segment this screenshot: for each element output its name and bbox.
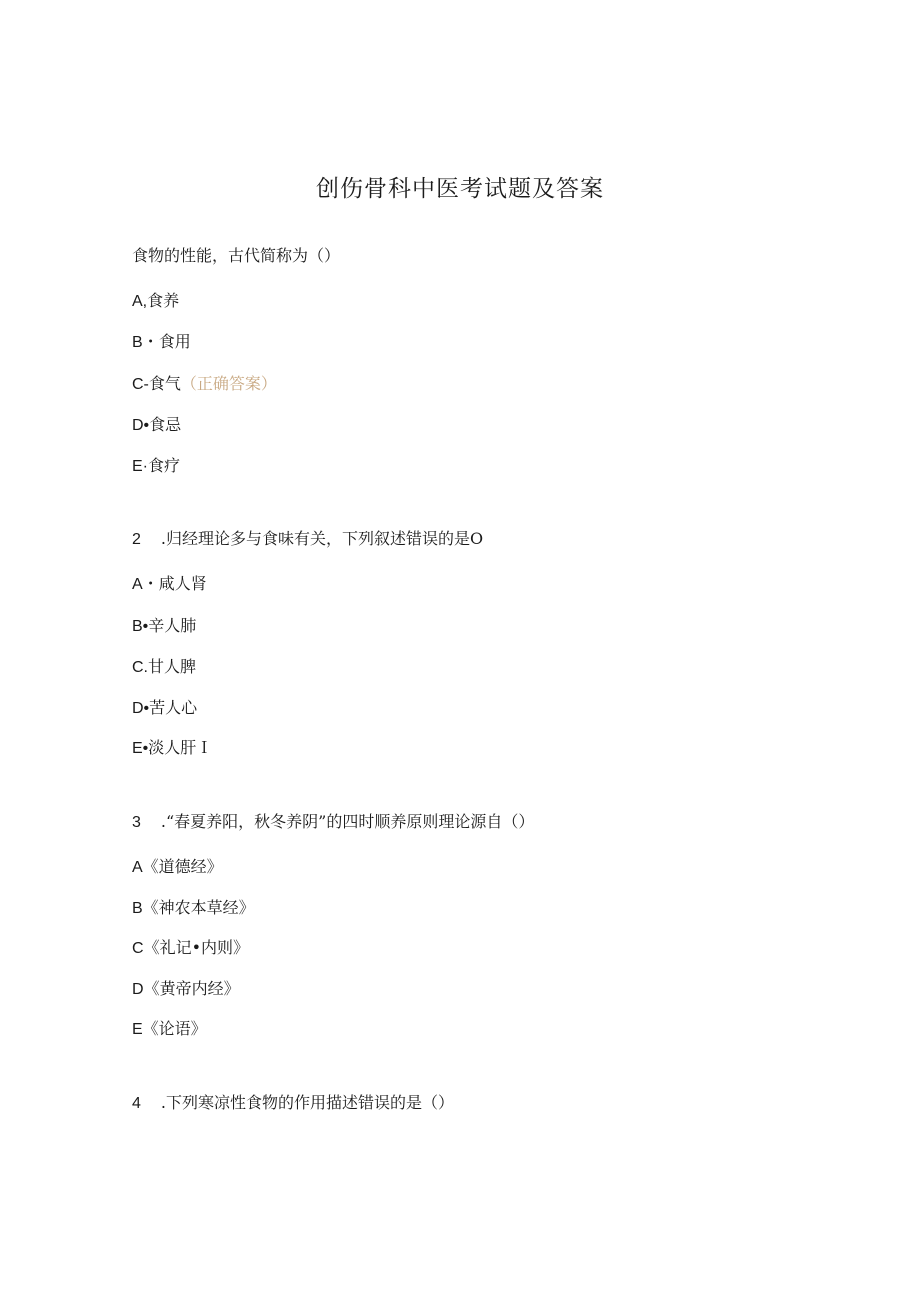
option-mark: A,	[132, 293, 148, 310]
option-text: 食疗	[148, 456, 181, 475]
question-2-stem	[132, 529, 483, 550]
option-mark: C	[132, 940, 144, 957]
option-mark: C.	[132, 659, 148, 676]
option-mark: D	[132, 981, 144, 998]
option-text: 《黄帝内经》	[143, 979, 240, 998]
option-text: 甘人脾	[148, 657, 197, 676]
option-text: 食用	[158, 332, 191, 351]
option-3d	[132, 979, 240, 1000]
option-2b	[132, 616, 196, 637]
question-number: 3	[132, 814, 141, 831]
option-1c	[132, 374, 277, 395]
option-mark: A	[132, 859, 143, 876]
option-mark: B•	[132, 618, 149, 635]
option-1a	[132, 291, 179, 312]
question-number: 2	[132, 531, 141, 548]
option-2e	[132, 738, 212, 759]
option-text: 《礼记•内则》	[143, 938, 250, 957]
question-stem-text: 食物的性能，古代简称为（）	[132, 246, 341, 265]
option-mark: C-	[132, 376, 149, 393]
document-title: 创伤骨科中医考试题及答案	[316, 176, 604, 202]
option-text: 咸人肾	[158, 574, 207, 593]
option-text: 食养	[147, 291, 180, 310]
question-4-stem	[132, 1093, 454, 1114]
question-number: 4	[132, 1095, 141, 1112]
correct-answer-tag: （正确答案）	[180, 374, 277, 393]
option-mark: E	[132, 1021, 143, 1038]
option-mark: A・	[132, 576, 159, 593]
option-text: 《神农本草经》	[142, 898, 255, 917]
option-text: 《道德经》	[142, 857, 223, 876]
option-3c	[132, 938, 249, 959]
option-mark: D•	[132, 700, 150, 717]
option-mark: B	[132, 900, 143, 917]
option-3a	[132, 857, 223, 878]
option-1b	[132, 332, 191, 353]
question-stem-text: .“春夏养阳，秋冬养阴”的四时顺养原则理论源自（）	[160, 812, 535, 831]
option-text: 食气	[148, 374, 181, 393]
option-text: 食忌	[149, 415, 182, 434]
option-mark: D•	[132, 417, 150, 434]
option-mark: B・	[132, 334, 159, 351]
option-text: 淡人肝Ｉ	[148, 738, 213, 757]
question-stem-text: .下列寒凉性食物的作用描述错误的是（）	[160, 1093, 454, 1112]
option-text: 《论语》	[142, 1019, 207, 1038]
option-mark: E•	[132, 740, 149, 757]
question-1-stem	[132, 246, 340, 266]
option-2a	[132, 574, 207, 595]
option-3e	[132, 1019, 207, 1040]
option-2c	[132, 657, 196, 678]
option-mark: E·	[132, 458, 148, 475]
option-1e	[132, 456, 180, 477]
option-text: 辛人肺	[148, 616, 197, 635]
option-1d	[132, 415, 181, 436]
option-2d	[132, 698, 197, 719]
question-3-stem	[132, 812, 534, 833]
question-stem-text: .归经理论多与食味有关，下列叙述错误的是O	[160, 529, 484, 548]
option-3b	[132, 898, 255, 919]
option-text: 苦人心	[149, 698, 198, 717]
